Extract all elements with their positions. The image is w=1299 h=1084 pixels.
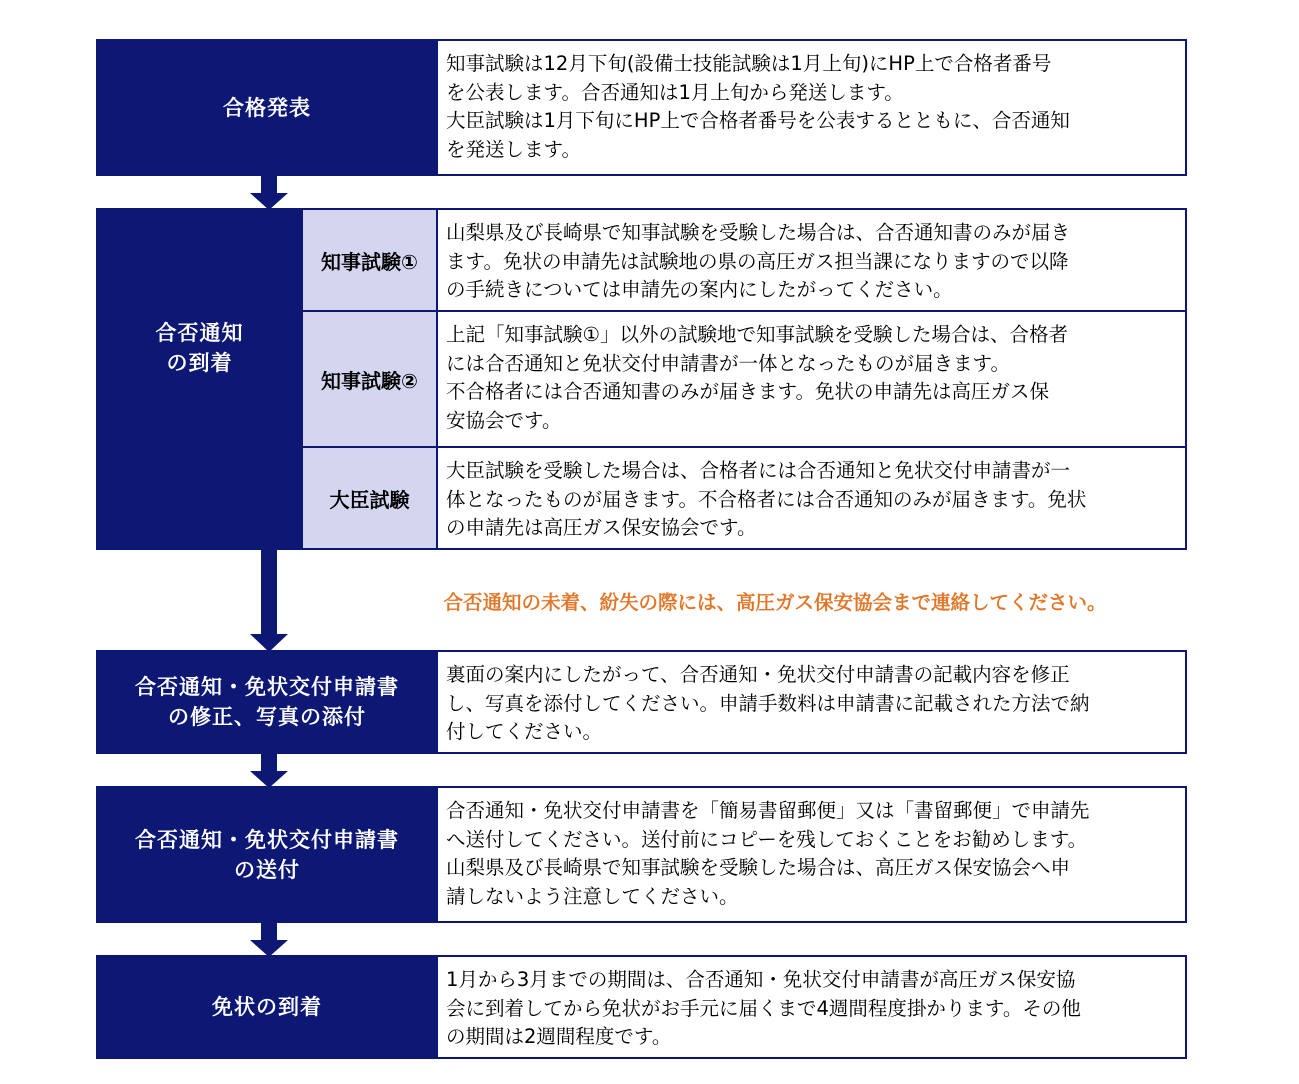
step-license-block — [96, 955, 438, 1059]
case-2-text: 上記「知事試験①」以外の試験地で知事試験を受験した場合は、合格者 には合否通知と免状交付申請書が一体となったものが届きます。 不合格者には合否通知書のみが届きます。免状の申請先は高圧ガス保 安協会です。 — [436, 310, 1187, 448]
step-announcement-text: 知事試験は12月下旬(設備士技能試験は1月上旬)にHP上で合格者番号 を公表します。合否通知は1月上旬から発送します。 大臣試験は1月下旬にHP上で合格者番号を公表するとともに、合否通知 を発送します。 — [436, 39, 1187, 176]
case-3-text: 大臣試験を受験した場合は、合格者には合否通知と免状交付申請書が一 体となったものが届きます。不合格者には合否通知のみが届きます。免状 の申請先は高圧ガス保安協会です。 — [436, 446, 1187, 550]
lost-notice-note: 合否通知の未着、紛失の際には、高圧ガス保安協会まで連絡してください。 — [443, 591, 1107, 614]
down-arrow-icon — [250, 923, 288, 957]
step-correction-text: 裏面の案内にしたがって、合否通知・免状交付申請書の記載内容を修正 し、写真を添付してください。申請手数料は申請書に記載された方法で納 付してください。 — [436, 650, 1187, 754]
step-sending-label: 合否通知・免状交付申請書 の送付 — [135, 827, 399, 882]
step-sending-block — [96, 786, 438, 923]
step-license-text: 1月から3月までの期間は、合否通知・免状交付申請書が高圧ガス保安協 会に到着してから免状がお手元に届くまで4週間程度掛かります。その他 の期間は2週間程度です。 — [436, 955, 1187, 1059]
step-arrival-block — [96, 208, 303, 550]
step-correction-label: 合否通知・免状交付申請書 の修正、写真の添付 — [135, 675, 399, 729]
case-3-name: 大臣試験 — [301, 446, 438, 550]
case-1-name: 知事試験① — [301, 208, 438, 312]
down-arrow-icon — [250, 176, 288, 210]
case-2-name: 知事試験② — [301, 310, 438, 448]
step-arrival-label: 合否通知 の到着 — [155, 321, 244, 375]
step-correction-block — [96, 650, 438, 754]
step-announcement-block — [96, 39, 438, 176]
down-arrow-icon — [250, 548, 288, 652]
case-1-text: 山梨県及び長崎県で知事試験を受験した場合は、合否通知書のみが届き ます。免状の申請先は試験地の県の高圧ガス担当課になりますので以降 の手続きについては申請先の案内にしたがってください。 — [436, 208, 1187, 312]
down-arrow-icon — [250, 754, 288, 788]
step-sending-text: 合否通知・免状交付申請書を「簡易書留郵便」又は「書留郵便」で申請先 へ送付してください。送付前にコピーを残しておくことをお勧めします。 山梨県及び長崎県で知事試験を受験した場合は、高圧ガス保安協会へ申 請しないよう注意してください。 — [436, 786, 1187, 923]
step-announcement-label: 合格発表 — [223, 95, 311, 120]
step-license-label: 免状の到着 — [212, 995, 322, 1019]
